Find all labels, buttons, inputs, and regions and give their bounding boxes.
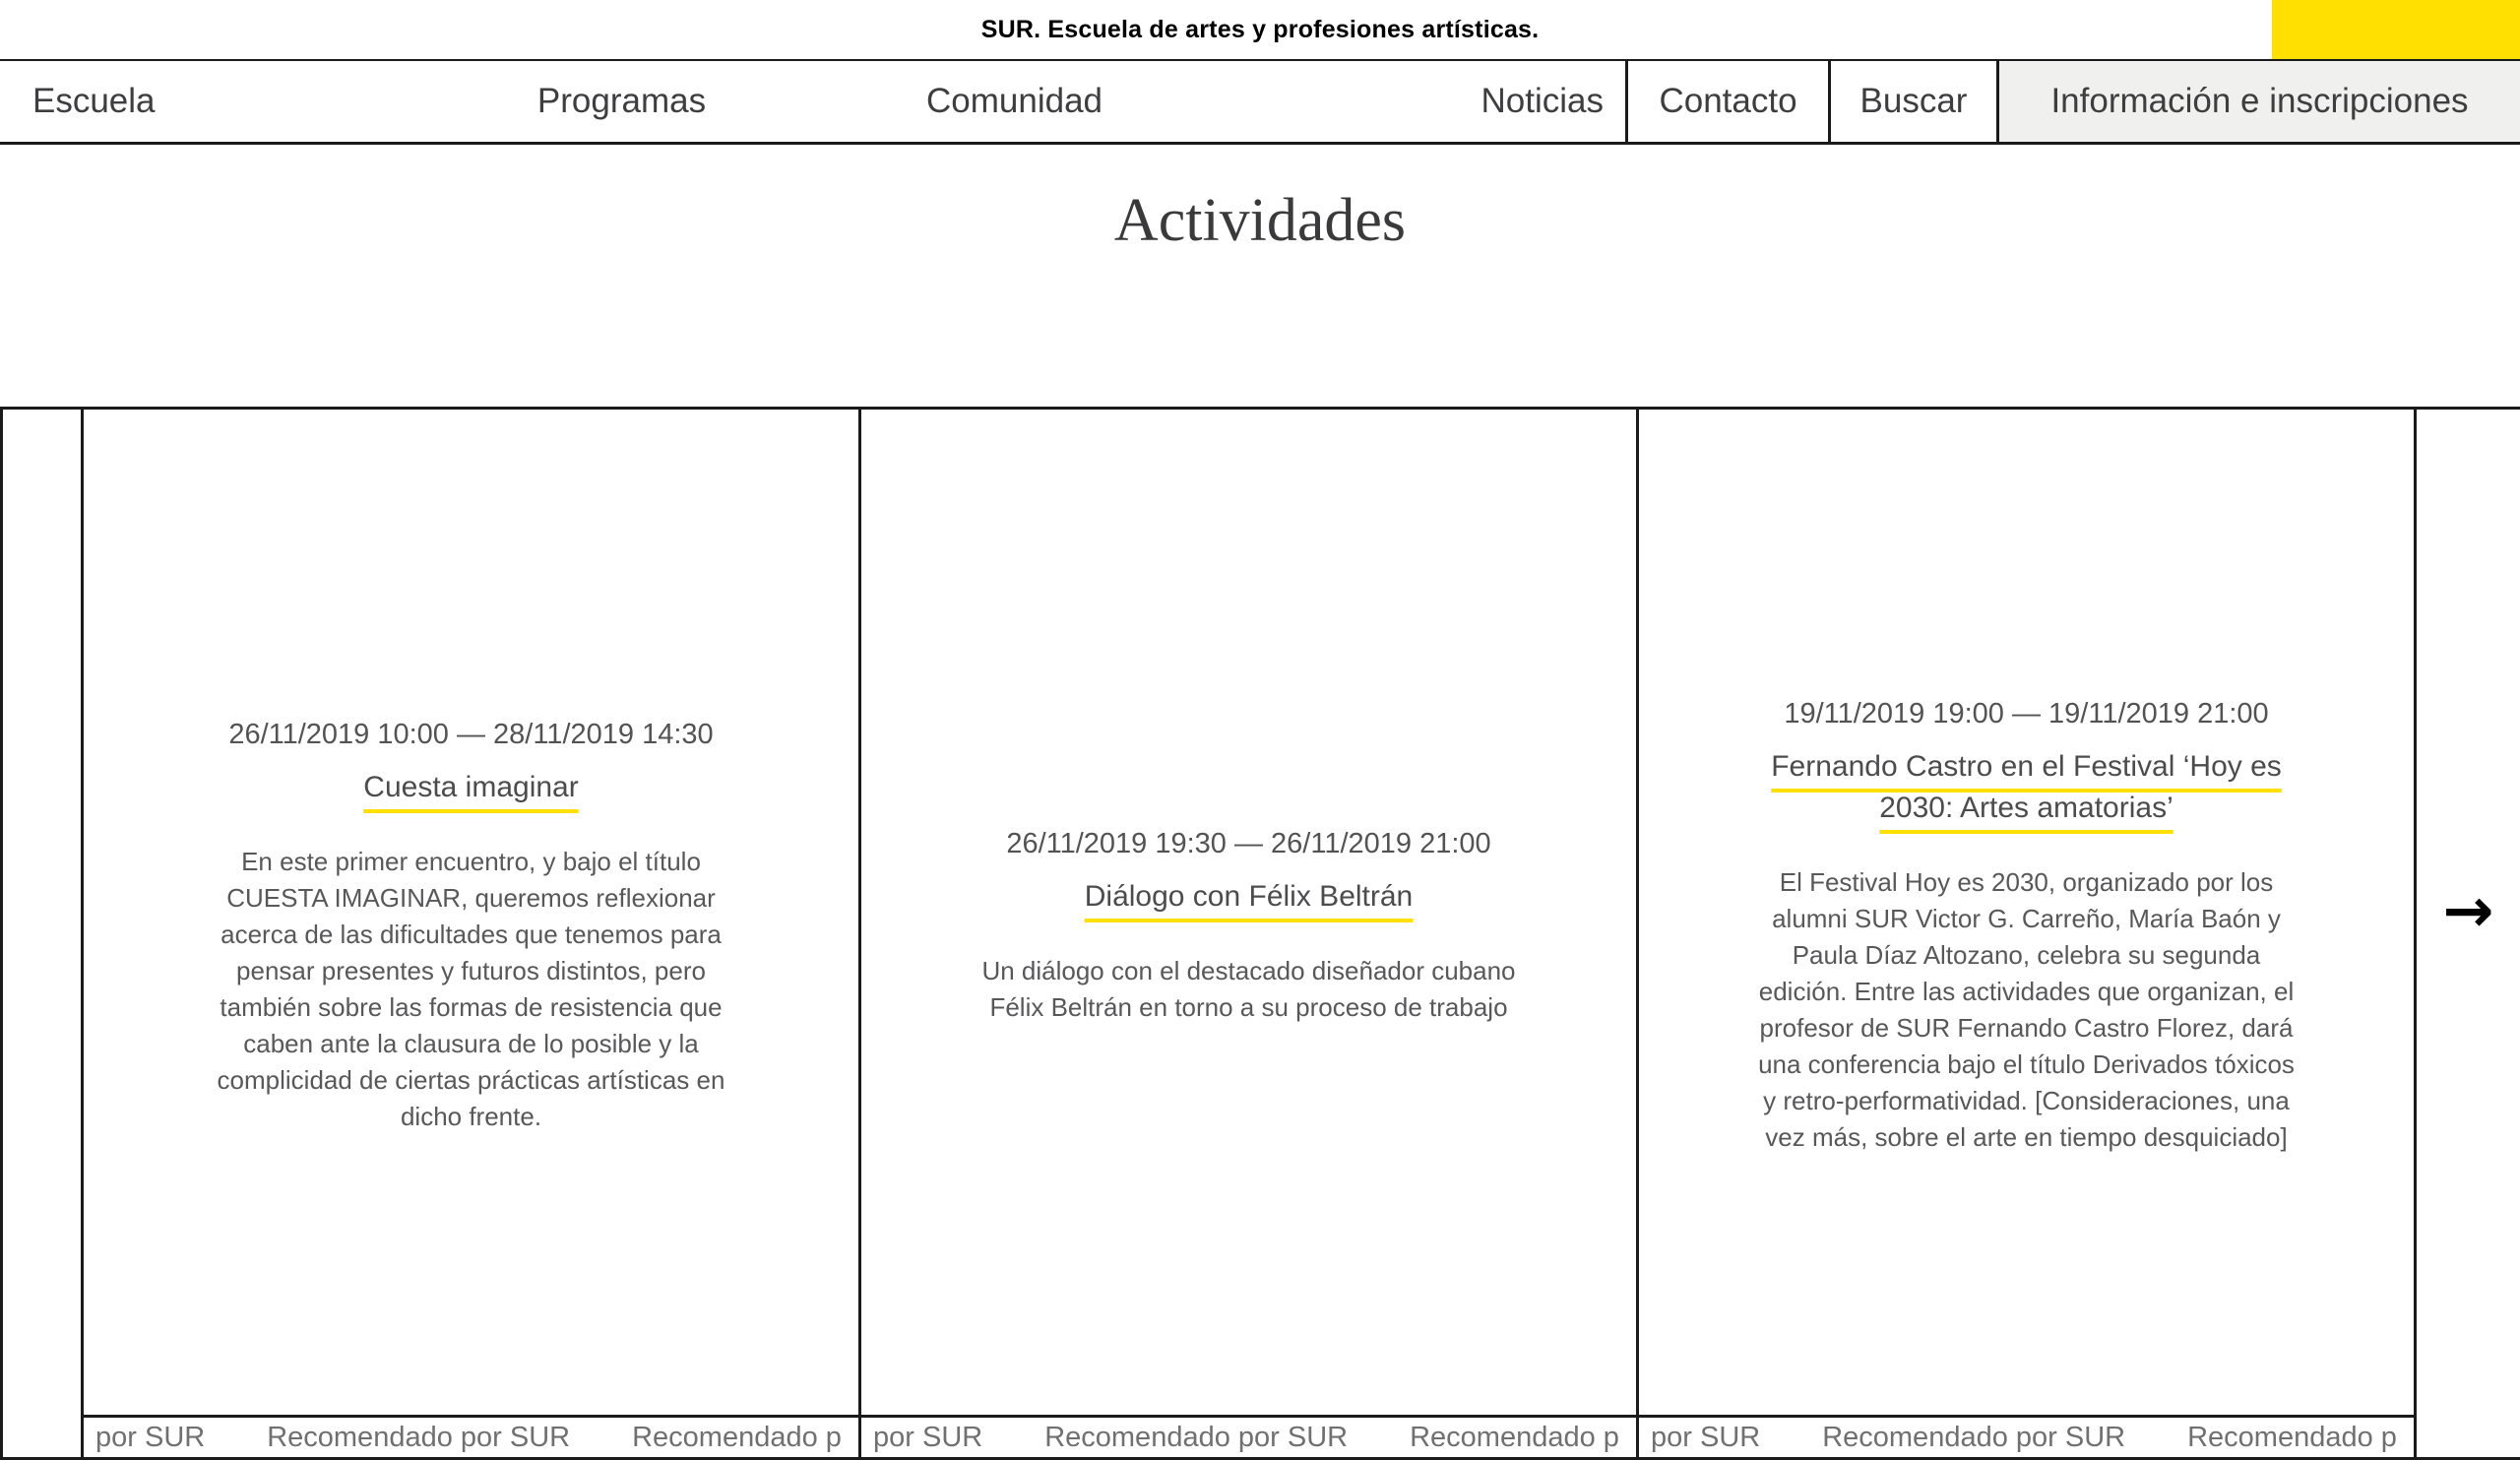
ticker-text: por SUR xyxy=(873,1421,983,1453)
site-title: SUR. Escuela de artes y profesiones artísticas. xyxy=(980,15,1540,43)
nav-item-comunidad[interactable]: Comunidad xyxy=(926,82,1102,120)
ticker-text: por SUR xyxy=(95,1421,206,1453)
activity-title-link[interactable]: Diálogo con Félix Beltrán xyxy=(1084,880,1414,913)
activity-title-link[interactable]: Cuesta imaginar xyxy=(363,771,579,803)
main-nav xyxy=(0,59,2520,145)
nav-item-informacion-inscripciones[interactable]: Información e inscripciones xyxy=(1996,61,2520,142)
topbar xyxy=(0,0,2520,59)
activity-card[interactable] xyxy=(84,410,861,1457)
recommended-ticker xyxy=(1639,1415,2414,1457)
activities-carousel xyxy=(0,407,2520,1460)
recommended-ticker xyxy=(861,1415,1636,1457)
nav-item-programas[interactable]: Programas xyxy=(536,82,707,120)
activity-card-content xyxy=(861,410,1636,1415)
nav-item-noticias[interactable]: Noticias xyxy=(1480,82,1604,120)
ticker-text: Recomendado por SUR xyxy=(1822,1421,2126,1453)
ticker-text: Recomendado p xyxy=(632,1421,842,1453)
activity-description: El Festival Hoy es 2030, organizado por los alumni SUR Victor G. Carreño, María Baón y Paula Díaz Altozano, celebra su segunda edición. Entre las actividades que organizan, el profesor de SUR Fernando Castro Florez, dará una conferencia bajo el título Derivados tóxicos y retro-performatividad. [Consideraciones, una vez más, sobre el arte en tiempo desquiciado] xyxy=(1758,867,2295,1152)
ticker-text: Recomendado p xyxy=(1410,1421,1619,1453)
activity-card-content xyxy=(1639,410,2414,1415)
activity-description: Un diálogo con el destacado diseñador cubano Félix Beltrán en torno a su proceso de trabajo xyxy=(981,956,1516,1022)
carousel-next-cell xyxy=(2417,410,2520,1457)
ticker-text: Recomendado por SUR xyxy=(1044,1421,1349,1453)
nav-left-group xyxy=(0,61,1625,142)
ticker-text: Recomendado por SUR xyxy=(267,1421,571,1453)
carousel-next-button[interactable]: → xyxy=(2442,874,2494,946)
activity-description: En este primer encuentro, y bajo el título CUESTA IMAGINAR, queremos reflexionar acerca de las dificultades que tenemos para pensar presentes y futuros distintos, pero también sobre las formas de resistencia que caben ante la clausura de lo posible y la complicidad de ciertas prácticas artísticas en dicho frente. xyxy=(217,847,725,1131)
nav-item-contacto[interactable]: Contacto xyxy=(1625,61,1828,142)
activity-card-content xyxy=(84,410,858,1415)
activity-date: 19/11/2019 19:00 — 19/11/2019 21:00 xyxy=(1784,698,2269,730)
yellow-accent-block xyxy=(2272,0,2520,59)
activity-date: 26/11/2019 10:00 — 28/11/2019 14:30 xyxy=(228,719,714,750)
ticker-text: por SUR xyxy=(1651,1421,1761,1453)
page-title: Actividades xyxy=(1113,187,1407,254)
activity-date: 26/11/2019 19:30 — 26/11/2019 21:00 xyxy=(1006,828,1491,859)
nav-item-buscar[interactable]: Buscar xyxy=(1828,61,1996,142)
activity-card[interactable] xyxy=(1639,410,2417,1457)
carousel-prev-card-edge xyxy=(0,410,84,1457)
ticker-text: Recomendado p xyxy=(2187,1421,2397,1453)
activity-card[interactable] xyxy=(861,410,1639,1457)
hero xyxy=(0,145,2520,407)
recommended-ticker xyxy=(84,1415,858,1457)
activity-title-link[interactable]: Fernando Castro en el Festival ‘Hoy es 2030: Artes amatorias’ xyxy=(1771,750,2282,824)
nav-item-escuela[interactable]: Escuela xyxy=(32,82,156,120)
